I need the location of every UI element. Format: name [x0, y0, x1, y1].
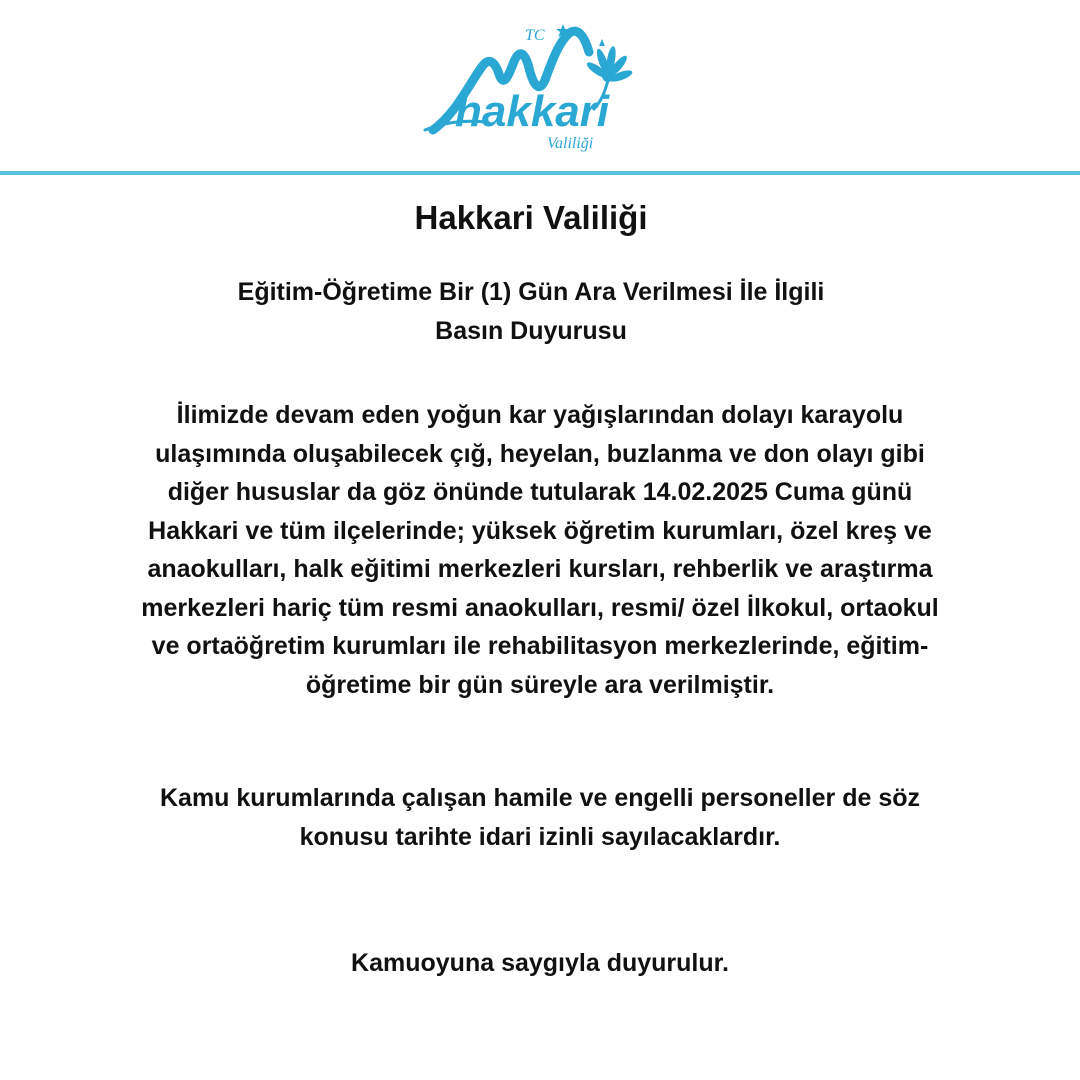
- subtitle-line: Eğitim-Öğretime Bir (1) Gün Ara Verilmesi İle İlgili: [237, 278, 825, 306]
- hakkari-logo-icon: [415, 18, 635, 160]
- header-divider: [0, 171, 1080, 175]
- paragraph-line: merkezleri hariç tüm resmi anaokulları, resmi/ özel İlkokul, ortaokul: [141, 593, 939, 622]
- logo-wordmark: hakkari: [455, 87, 610, 136]
- announcement-paragraph-1: [40, 396, 1040, 704]
- paragraph-line: öğretime bir gün süreyle ara verilmiştir.: [305, 670, 775, 699]
- paragraph-line: İlimizde devam eden yoğun kar yağışlarından dolayı karayolu: [176, 401, 904, 429]
- paragraph-line: Hakkari ve tüm ilçelerinde; yüksek öğretim kurumları, özel kreş ve: [148, 516, 932, 545]
- logo-badge-text: TC: [525, 27, 545, 44]
- paragraph-line: anaokulları, halk eğitimi merkezleri kursları, rehberlik ve araştırma: [147, 555, 933, 583]
- hakkari-valiligi-logo: [415, 18, 635, 160]
- paragraph-line: ve ortaöğretim kurumları ile rehabilitasyon merkezlerinde, eğitim-: [151, 632, 929, 660]
- paragraph-line: diğer hususlar da göz önünde tutularak 14.02.2025 Cuma günü: [167, 478, 913, 506]
- announcement-paragraph-2: [40, 779, 1040, 856]
- logo-tagline: Valiliği: [547, 135, 594, 152]
- page-title: Hakkari Valiliği: [414, 199, 648, 236]
- closing-statement: Kamuoyuna saygıyla duyurulur.: [351, 949, 729, 977]
- paragraph-line: ulaşımında oluşabilecek çığ, heyelan, buzlanma ve don olayı gibi: [155, 439, 925, 468]
- subtitle-line: Basın Duyurusu: [435, 317, 627, 345]
- announcement-subtitle: [0, 273, 1062, 351]
- paragraph-line: Kamu kurumlarında çalışan hamile ve engelli personeller de söz: [160, 784, 920, 812]
- paragraph-line: konusu tarihte idari izinli sayılacaklardır.: [299, 822, 781, 851]
